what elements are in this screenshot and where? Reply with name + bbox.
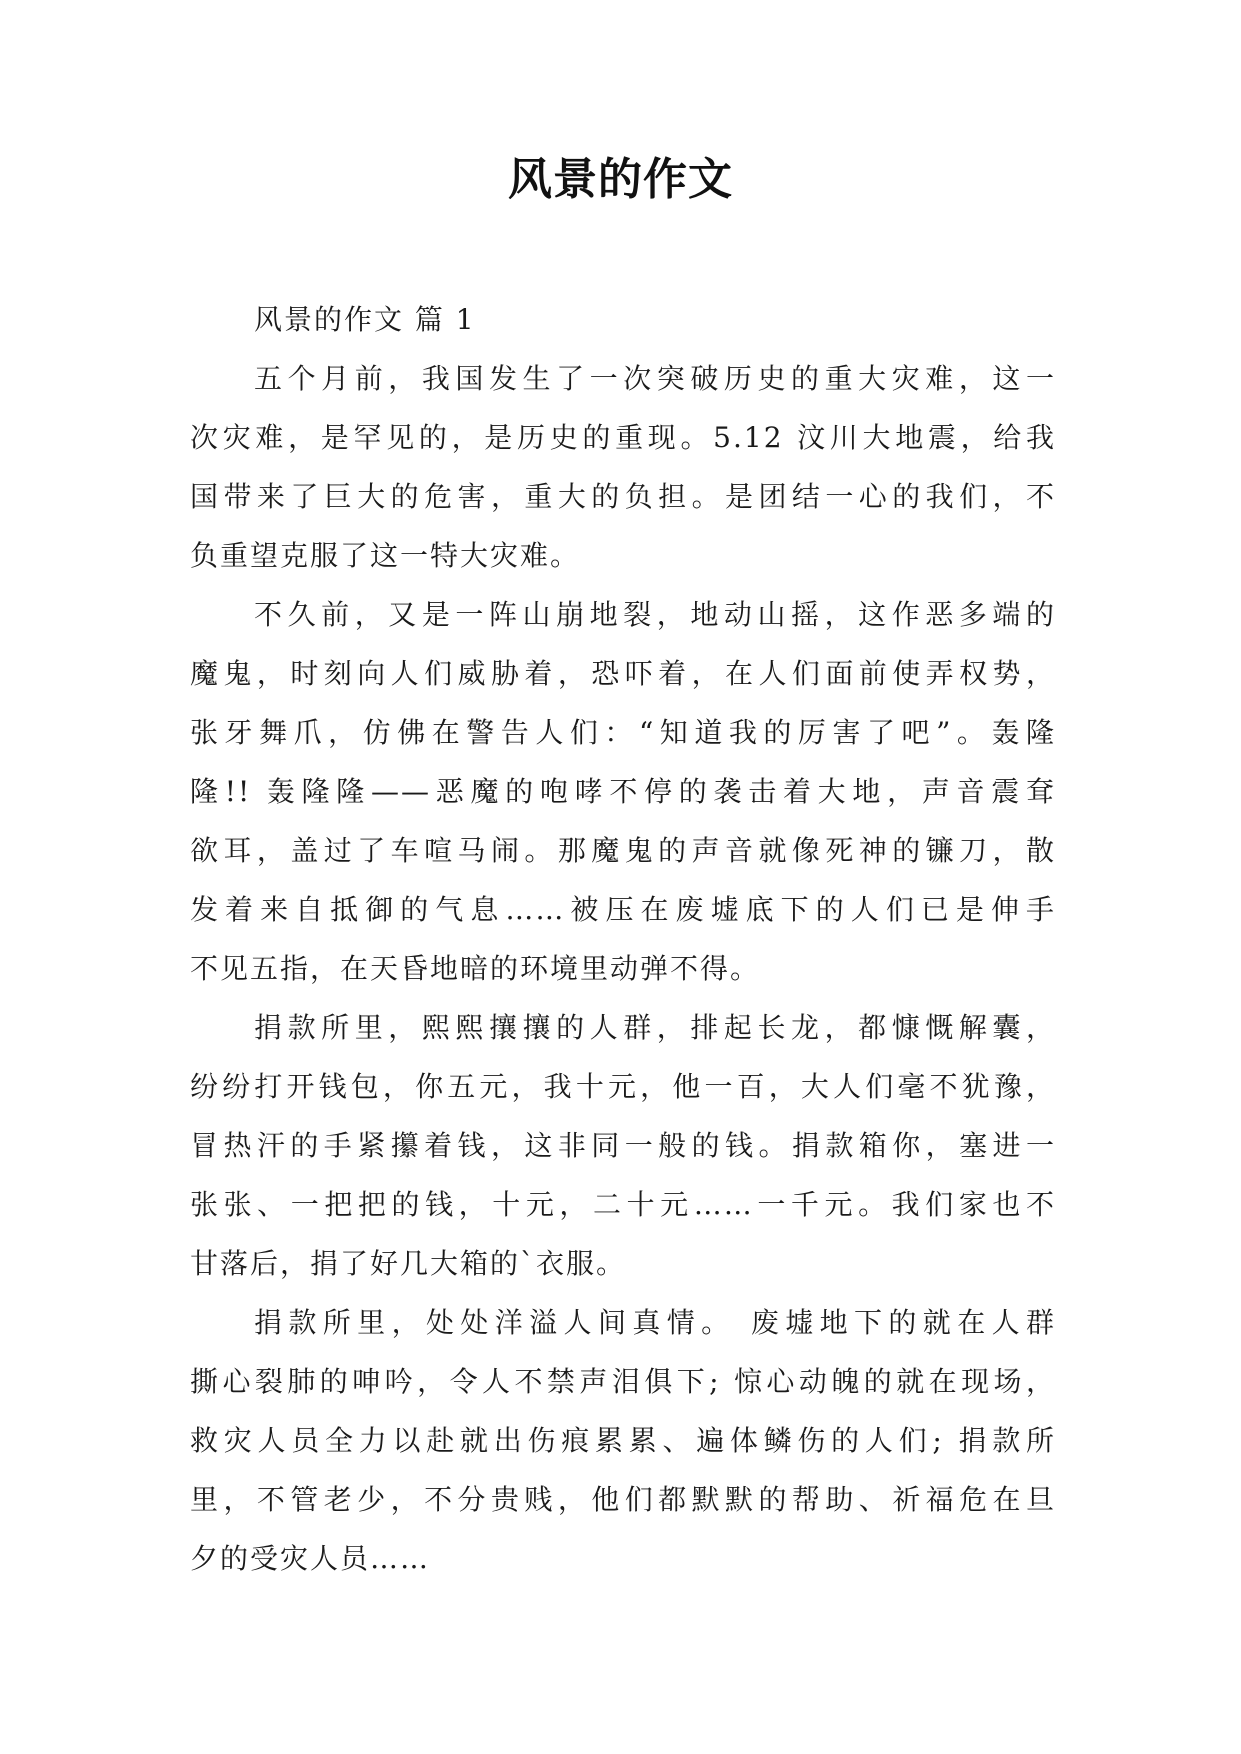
paragraph-line: 魔鬼，时刻向人们威胁着，恐吓着，在人们面前使弄权势， <box>190 657 1056 690</box>
paragraph-2 <box>190 585 1056 998</box>
paragraph-3 <box>190 998 1056 1293</box>
document-body <box>190 290 1056 1588</box>
paragraph-line: 捐款所里，处处洋溢人间真情。 废墟地下的就在人群 <box>254 1306 1056 1339</box>
paragraph-line: 不见五指，在天昏地暗的环境里动弹不得。 <box>190 952 761 985</box>
paragraph-line: 发着来自抵御的气息……被压在废墟底下的人们已是伸手 <box>190 893 1056 926</box>
paragraph-1 <box>190 349 1056 585</box>
section-heading: 风景的作文 篇 1 <box>254 303 476 336</box>
paragraph-line: 张牙舞爪，仿佛在警告人们：“知道我的厉害了吧”。轰隆 <box>190 716 1056 749</box>
paragraph-line: 撕心裂肺的呻吟，令人不禁声泪俱下; 惊心动魄的就在现场， <box>190 1365 1056 1398</box>
paragraph-line: 不久前，又是一阵山崩地裂，地动山摇，这作恶多端的 <box>254 598 1056 631</box>
paragraph-line: 冒热汗的手紧攥着钱，这非同一般的钱。捐款箱你，塞进一 <box>190 1129 1056 1162</box>
paragraph-line: 夕的受灾人员…… <box>190 1542 431 1575</box>
paragraph-line: 国带来了巨大的危害，重大的负担。是团结一心的我们，不 <box>190 480 1056 513</box>
document-title: 风景的作文 <box>508 154 733 205</box>
paragraph-line: 张张、一把把的钱，十元，二十元……一千元。我们家也不 <box>190 1188 1056 1221</box>
paragraph-line: 甘落后，捐了好几大箱的`衣服。 <box>190 1247 627 1280</box>
paragraph-line: 五个月前，我国发生了一次突破历史的重大灾难，这一 <box>254 362 1056 395</box>
paragraph-line: 负重望克服了这一特大灾难。 <box>190 539 581 572</box>
paragraph-4 <box>190 1293 1056 1588</box>
paragraph-line: 隆!! 轰隆隆——恶魔的咆哮不停的袭击着大地，声音震耷 <box>190 775 1056 808</box>
paragraph-line: 救灾人员全力以赴就出伤痕累累、遍体鳞伤的人们; 捐款所 <box>190 1424 1056 1457</box>
paragraph-line: 捐款所里，熙熙攘攘的人群，排起长龙，都慷慨解囊， <box>254 1011 1056 1044</box>
paragraph-line: 次灾难，是罕见的，是历史的重现。5.12 汶川大地震，给我 <box>190 421 1056 454</box>
paragraph-line: 纷纷打开钱包，你五元，我十元，他一百，大人们毫不犹豫， <box>190 1070 1056 1103</box>
paragraph-line: 欲耳，盖过了车喧马闹。那魔鬼的声音就像死神的镰刀，散 <box>190 834 1056 867</box>
paragraph-line: 里，不管老少，不分贵贱，他们都默默的帮助、祈福危在旦 <box>190 1483 1056 1516</box>
